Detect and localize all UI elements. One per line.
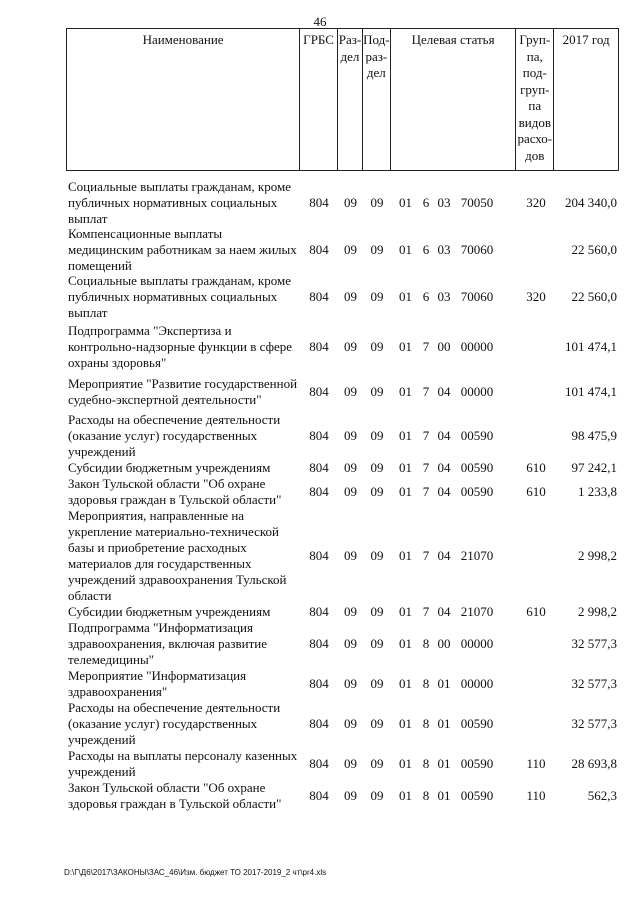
header-year: 2017 год [562, 32, 610, 47]
row-code-direction: 00590 [460, 460, 494, 475]
row-amount-2017: 204 340,0 [565, 194, 617, 210]
row-code-event: 01 [437, 716, 451, 731]
header-celevaya: Целевая статья [391, 29, 517, 170]
row-code-subprogram: 6 [422, 194, 430, 210]
header-gruppa: Груп- па, под- груп- па видов расхо- дов [516, 29, 554, 170]
file-path-footer: D:\Г\Д6\2017\ЗАКОНЫ\ЗАС_46\Изм. бюджет ТО 2017-2019_2 чт\pr4.xls [64, 868, 327, 877]
row-amount-2017: 22 560,0 [571, 242, 617, 257]
row-podrazdel: 09 [370, 548, 384, 563]
row-code-subprogram: 7 [422, 428, 430, 443]
row-podrazdel: 09 [370, 756, 384, 771]
row-code-program: 01 [399, 428, 412, 443]
row-name: Подпрограмма "Информатизация здравоохранения, включая развитие телемедицины" [68, 620, 268, 667]
row-code-direction: 00590 [460, 428, 494, 443]
table-row [66, 748, 619, 780]
row-expense-group: 610 [526, 460, 546, 475]
row-code-program: 01 [399, 460, 412, 475]
row-code-program: 01 [399, 756, 412, 771]
row-target-article [391, 676, 517, 692]
row-podrazdel: 09 [370, 194, 384, 210]
row-razdel: 09 [344, 242, 357, 257]
row-code-event: 04 [437, 484, 451, 499]
row-code-program: 01 [399, 384, 412, 399]
row-podrazdel: 09 [370, 484, 384, 499]
row-code-program: 01 [399, 484, 412, 499]
row-target-article [391, 428, 517, 444]
row-code-event: 04 [437, 548, 451, 563]
row-code-direction: 70060 [460, 288, 494, 304]
row-amount-2017: 562,3 [587, 788, 617, 803]
row-code-subprogram: 8 [422, 756, 430, 771]
row-code-direction: 00000 [460, 384, 494, 399]
row-expense-group: 320 [526, 288, 546, 304]
row-razdel: 09 [344, 288, 357, 304]
row-code-direction: 00590 [460, 716, 494, 731]
row-code-program: 01 [399, 788, 412, 803]
page-number: 46 [313, 14, 327, 29]
table-row [66, 620, 619, 668]
row-razdel: 09 [344, 484, 357, 499]
row-grbs: 804 [309, 788, 329, 803]
row-code-direction: 00000 [460, 636, 494, 651]
row-target-article [391, 636, 517, 652]
row-razdel: 09 [344, 604, 357, 619]
row-name: Мероприятие "Развитие государственной судебно-экспертной деятельности" [68, 376, 298, 407]
row-target-article [391, 460, 517, 476]
row-code-event: 03 [437, 194, 451, 210]
row-name: Субсидии бюджетным учреждениям [68, 460, 271, 475]
row-code-subprogram: 7 [422, 339, 430, 354]
table-row [66, 508, 619, 604]
header-razdel: Раз- дел [338, 29, 363, 170]
row-code-event: 03 [437, 242, 451, 257]
row-code-program: 01 [399, 716, 412, 731]
table-row [66, 604, 619, 620]
row-target-article [391, 195, 517, 211]
row-grbs: 804 [309, 339, 329, 354]
row-code-event: 00 [437, 339, 451, 354]
row-name: Закон Тульской области "Об охране здоровья граждан в Тульской области" [68, 780, 282, 811]
row-grbs: 804 [309, 460, 329, 475]
row-code-direction: 00590 [460, 484, 494, 499]
row-razdel: 09 [344, 636, 357, 651]
row-target-article [391, 384, 517, 400]
row-code-subprogram: 8 [422, 636, 430, 651]
row-code-subprogram: 8 [422, 676, 430, 691]
header-grbs: ГРБС [300, 29, 338, 170]
table-row [66, 668, 619, 700]
row-code-direction: 00000 [460, 339, 494, 354]
row-target-article [391, 339, 517, 355]
row-name: Расходы на обеспечение деятельности (оказание услуг) государственных учреждений [68, 412, 281, 459]
row-code-subprogram: 7 [422, 384, 430, 399]
row-code-direction: 21070 [460, 604, 494, 619]
row-target-article [391, 716, 517, 732]
row-podrazdel: 09 [370, 288, 384, 304]
row-podrazdel: 09 [370, 428, 384, 443]
row-code-direction: 00590 [460, 756, 494, 771]
table-row [66, 176, 619, 229]
row-podrazdel: 09 [370, 676, 384, 691]
row-grbs: 804 [309, 604, 329, 619]
table-row [66, 476, 619, 508]
row-name: Компенсационные выплаты медицинским работникам за наем жилых помещений [68, 226, 297, 273]
row-name: Расходы на обеспечение деятельности (оказание услуг) государственных учреждений [68, 700, 281, 747]
row-podrazdel: 09 [370, 384, 384, 399]
row-amount-2017: 32 577,3 [571, 676, 617, 691]
row-razdel: 09 [344, 716, 357, 731]
row-amount-2017: 32 577,3 [571, 636, 617, 651]
row-code-subprogram: 6 [422, 242, 430, 257]
row-expense-group: 110 [526, 756, 546, 771]
table-row [66, 271, 619, 322]
row-podrazdel: 09 [370, 604, 384, 619]
row-amount-2017: 32 577,3 [571, 716, 617, 731]
row-code-direction: 00000 [460, 676, 494, 691]
row-name: Закон Тульской области "Об охране здоровья граждан в Тульской области" [68, 476, 282, 507]
row-amount-2017: 28 693,8 [571, 756, 617, 771]
row-name: Мероприятия, направленные на укрепление материально-технической базы и приобретение расходных материалов для государственных учреждений здравоохранения Тульской области [68, 508, 287, 603]
row-grbs: 804 [309, 428, 329, 443]
row-name: Субсидии бюджетным учреждениям [68, 604, 271, 619]
header-podrazdel: Под- раз- дел [363, 29, 391, 170]
header-name: Наименование [67, 29, 300, 170]
row-razdel: 09 [344, 460, 357, 475]
table-row [66, 780, 619, 812]
table-row [66, 412, 619, 460]
table-body [66, 176, 619, 812]
row-code-event: 04 [437, 460, 451, 475]
row-podrazdel: 09 [370, 460, 384, 475]
row-expense-group: 610 [526, 484, 546, 499]
row-name: Подпрограмма "Экспертиза и контрольно-надзорные функции в сфере охраны здоровья" [68, 323, 293, 370]
row-target-article [391, 788, 517, 804]
row-code-program: 01 [399, 288, 412, 304]
row-razdel: 09 [344, 428, 357, 443]
row-podrazdel: 09 [370, 242, 384, 257]
row-code-direction: 21070 [460, 548, 494, 563]
row-code-direction: 70050 [460, 194, 494, 210]
row-razdel: 09 [344, 788, 357, 803]
row-code-event: 01 [437, 788, 451, 803]
table-row [66, 700, 619, 748]
row-amount-2017: 98 475,9 [571, 428, 617, 443]
row-code-event: 04 [437, 428, 451, 443]
row-grbs: 804 [309, 484, 329, 499]
row-grbs: 804 [309, 756, 329, 771]
row-razdel: 09 [344, 384, 357, 399]
table-row [66, 226, 619, 273]
row-amount-2017: 97 242,1 [571, 460, 617, 475]
row-amount-2017: 101 474,1 [565, 384, 617, 399]
row-code-event: 04 [437, 384, 451, 399]
row-razdel: 09 [344, 756, 357, 771]
row-code-program: 01 [399, 636, 412, 651]
row-razdel: 09 [344, 339, 357, 354]
row-target-article [391, 484, 517, 500]
row-grbs: 804 [309, 242, 329, 257]
row-code-direction: 70060 [460, 242, 494, 257]
row-name: Социальные выплаты гражданам, кроме публичных нормативных социальных выплат [68, 272, 291, 320]
row-code-program: 01 [399, 548, 412, 563]
row-grbs: 804 [309, 636, 329, 651]
row-code-direction: 00590 [460, 788, 494, 803]
row-target-article [391, 756, 517, 772]
row-code-program: 01 [399, 339, 412, 354]
row-expense-group: 320 [526, 194, 546, 210]
row-amount-2017: 2 998,2 [578, 548, 617, 563]
row-podrazdel: 09 [370, 636, 384, 651]
row-code-event: 04 [437, 604, 451, 619]
row-code-program: 01 [399, 676, 412, 691]
row-name: Расходы на выплаты персоналу казенных учреждений [68, 748, 298, 779]
row-grbs: 804 [309, 288, 329, 304]
row-expense-group: 610 [526, 604, 546, 619]
row-podrazdel: 09 [370, 339, 384, 354]
row-code-event: 01 [437, 676, 451, 691]
row-podrazdel: 09 [370, 788, 384, 803]
row-target-article [391, 289, 517, 305]
row-code-event: 03 [437, 288, 451, 304]
row-target-article [391, 604, 517, 620]
row-code-subprogram: 7 [422, 604, 430, 619]
row-grbs: 804 [309, 384, 329, 399]
row-razdel: 09 [344, 548, 357, 563]
row-code-subprogram: 7 [422, 484, 430, 499]
row-razdel: 09 [344, 676, 357, 691]
row-grbs: 804 [309, 548, 329, 563]
row-code-program: 01 [399, 604, 412, 619]
row-expense-group: 110 [526, 788, 546, 803]
table-row [66, 460, 619, 476]
row-podrazdel: 09 [370, 716, 384, 731]
row-name: Мероприятие "Информатизация здравоохранения" [68, 668, 247, 699]
row-code-program: 01 [399, 194, 412, 210]
row-code-subprogram: 7 [422, 548, 430, 563]
row-grbs: 804 [309, 194, 329, 210]
row-code-subprogram: 7 [422, 460, 430, 475]
table-header [66, 28, 619, 171]
row-target-article [391, 548, 517, 564]
row-razdel: 09 [344, 194, 357, 210]
row-code-event: 01 [437, 756, 451, 771]
row-amount-2017: 101 474,1 [565, 339, 617, 354]
row-grbs: 804 [309, 716, 329, 731]
row-amount-2017: 1 233,8 [578, 484, 617, 499]
row-grbs: 804 [309, 676, 329, 691]
table-row [66, 322, 619, 372]
row-code-subprogram: 8 [422, 716, 430, 731]
row-target-article [391, 242, 517, 258]
row-name: Социальные выплаты гражданам, кроме публичных нормативных социальных выплат [68, 178, 291, 226]
row-amount-2017: 22 560,0 [571, 288, 617, 304]
row-code-program: 01 [399, 242, 412, 257]
row-code-subprogram: 6 [422, 288, 430, 304]
row-amount-2017: 2 998,2 [578, 604, 617, 619]
row-code-subprogram: 8 [422, 788, 430, 803]
table-row [66, 372, 619, 412]
row-code-event: 00 [437, 636, 451, 651]
